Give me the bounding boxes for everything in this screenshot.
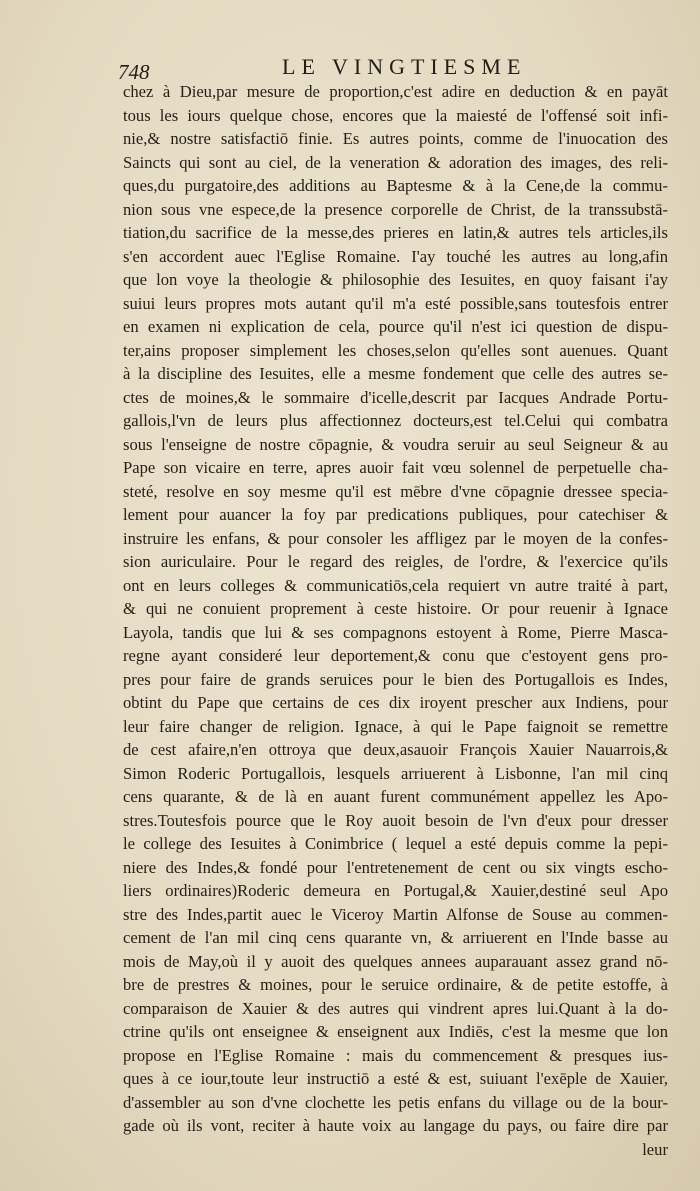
text-line: sion auriculaire. Pour le regard des reigles, de l'ordre, & l'exercice qu'ils — [123, 552, 668, 571]
text-line: Saincts qui sont au ciel, de la veneration & adoration des images, des reli- — [123, 152, 668, 172]
text-line: ctes de moines,& le sommaire d'icelle,descrit par Iacques Andrade Portu- — [123, 387, 668, 407]
text-line: que lon voye la theologie & philosophie des Iesuites, en quoy faisant i'ay — [123, 270, 668, 289]
text-line: gallois,l'vn de leurs plus affectionnez docteurs,est tel.Celui qui combatra — [123, 411, 668, 430]
text-line: steté, resolve en soy mesme qu'il est mēbre d'vne cōpagnie dressee specia- — [123, 481, 668, 501]
text-line: pres pour faire de grands seruices pour le bien des Portugallois es Indes, — [123, 669, 668, 689]
text-line: tiation,du sacrifice de la messe,des prieres en latin,& autres tels articles,ils — [123, 223, 668, 242]
text-line: nion sous vne espece,de la presence corporelle de Christ, de la transsubstā- — [123, 199, 668, 219]
text-line: Layola, tandis que lui & ses compagnons estoyent à Rome, Pierre Masca- — [123, 622, 668, 642]
text-line: gade où ils vont, reciter à haute voix au langage du pays, ou faire dire par — [123, 1116, 668, 1135]
text-line: regne ayant consideré leur deportement,& conu que c'estoyent gens pro- — [123, 646, 668, 665]
text-line: bre de prestres & moines, pour le seruice ordinaire, & de petite estoffe, à — [123, 975, 668, 994]
text-line: le college des Iesuites à Conimbrice ( lequel a esté depuis comme la pepi- — [123, 834, 668, 853]
text-line: cement de l'an mil cinq cens quarante vn, & arriuerent en l'Inde basse au — [123, 928, 668, 947]
text-line: leur faire changer de religion. Ignace, à qui le Pape faignoit se remettre — [123, 716, 668, 736]
text-line: liers ordinaires)Roderic demeura en Portugal,& Xauier,destiné seul Apo — [123, 881, 668, 900]
text-line: mois de May,où il y auoit des quelques annees auparauant assez grand nō- — [123, 951, 668, 971]
text-line: en examen ni explication de cela, pource qu'il n'est ici question de dispu- — [123, 317, 668, 336]
text-line: ctrine qu'ils ont enseignee & enseignent aux Indiēs, c'est la mesme que lon — [123, 1022, 668, 1041]
text-line: lement pour auancer la foy par predications publiques, pour catechiser & — [123, 505, 668, 524]
page-number: 748 — [118, 60, 150, 84]
text-line: suiui leurs propres mots autant qu'il m'a esté possible,sans toutesfois entrer — [123, 293, 668, 313]
text-line: cens quarante, & de là en auant furent communément appellez les Apo- — [123, 787, 668, 806]
running-title: LE VINGTIESME — [282, 54, 527, 79]
text-line: de cest afaire,n'en ottroya que deux,asauoir François Xauier Nauarrois,& — [123, 740, 668, 759]
text-line: ques,du purgatoire,des additions au Baptesme & à la Cene,de la commu- — [123, 176, 668, 195]
text-line: tous les iours quelque chose, encores que la maiesté de l'offensé soit infi- — [123, 105, 668, 125]
text-line: stres.Toutesfois pource que le Roy auoit besoin de l'vn d'eux pour dresser — [123, 810, 668, 830]
text-line: ques à ce iour,toute leur instructiō a esté & est, suiuant l'exēple de Xauier, — [123, 1069, 668, 1088]
text-line: & qui ne conuient proprement à ceste histoire. Or pour reuenir à Ignace — [123, 599, 668, 618]
text-line: ont en leurs colleges & communicatiōs,cela requiert vn autre traité à part, — [123, 575, 668, 595]
text-line: nie,& nostre satisfactiō finie. Es autres points, comme de l'inuocation des — [123, 129, 668, 148]
text-line: ter,ains proposer simplement les choses,selon qu'elles sont auenues. Quant — [123, 340, 668, 360]
body-text — [123, 80, 668, 1161]
catchword: leur — [642, 1139, 668, 1159]
text-line: s'en accordent auec l'Eglise Romaine. I'ay touché les autres au long,afin — [123, 246, 668, 266]
text-line: Pape son vicaire en terre, apres auoir fait vœu solennel de perpetuelle cha- — [123, 458, 668, 477]
text-line: chez à Dieu,par mesure de proportion,c'est adire en deduction & en payāt — [123, 82, 668, 101]
text-line: d'assembler au son d'vne clochette les petis enfans du village ou de la bour- — [123, 1092, 668, 1112]
text-line: sous l'enseigne de nostre cōpagnie, & voudra seruir au seul Seigneur & au — [123, 434, 668, 454]
text-line: comparaison de Xauier & des autres qui vindrent apres lui.Quant à la do- — [123, 998, 668, 1018]
text-line: obtint du Pape que certains de ces dix iroyent prescher aux Indiens, pour — [123, 693, 668, 712]
text-line: propose en l'Eglise Romaine : mais du commencement & presques ius- — [123, 1045, 668, 1065]
text-line: instruire les enfans, & pour consoler les affligez par le moyen de la confes- — [123, 528, 668, 548]
text-line: niere des Indes,& fondé pour l'entretenement de cent ou six vingts escho- — [123, 857, 668, 877]
text-line: Simon Roderic Portugallois, lesquels arriuerent à Lisbonne, l'an mil cinq — [123, 763, 668, 783]
text-line: à la discipline des Iesuites, elle a mesme fondement que celle des autres se- — [123, 364, 668, 383]
text-line: stre des Indes,partit auec le Viceroy Martin Alfonse de Souse au commen- — [123, 904, 668, 924]
